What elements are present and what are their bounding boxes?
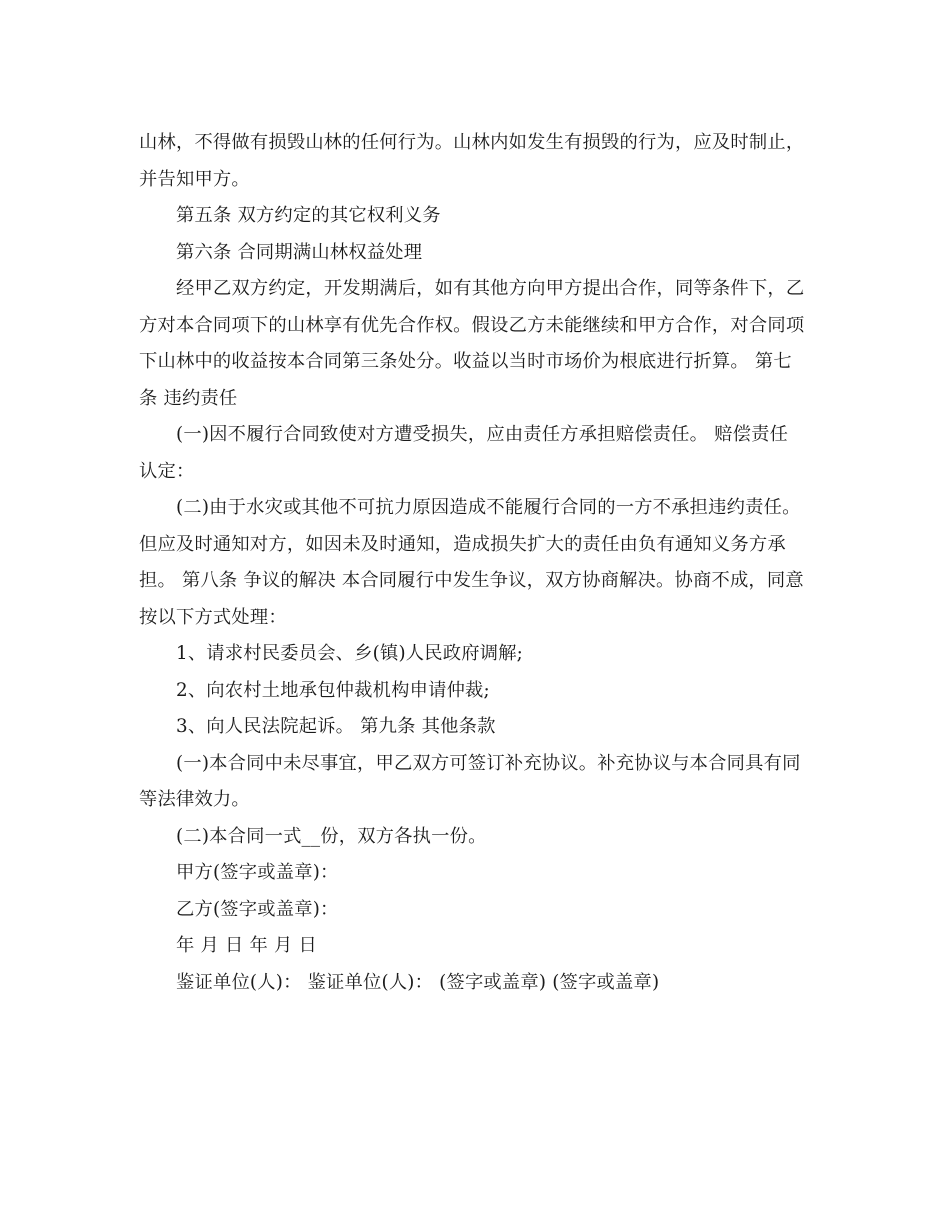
signature-line-party-a: 甲方(签字或盖章)：: [176, 862, 339, 883]
text-line: (一)因不履行合同致使对方遭受损失，应由责任方承担赔偿责任。 赔偿责任: [176, 424, 789, 445]
text-line: 条 违约责任: [139, 387, 238, 409]
list-item: 3、向人民法院起诉。 第九条 其他条款: [176, 716, 496, 737]
text-line: 但应及时通知对方，如因未及时通知，造成损失扩大的责任由负有通知义务方承: [139, 533, 786, 555]
list-item: 1、请求村民委员会、乡(镇)人民政府调解;: [176, 643, 524, 664]
list-item: 2、向农村土地承包仲裁机构申请仲裁;: [176, 679, 490, 701]
document-body: [139, 125, 814, 1001]
date-line: 年 月 日 年 月 日: [176, 935, 317, 956]
section-heading: 第六条 合同期满山林权益处理: [176, 241, 423, 263]
text-line: 方对本合同项下的山林享有优先合作权。假设乙方未能继续和甲方合作，对合同项: [139, 314, 805, 336]
text-line: (一)本合同中未尽事宜，甲乙双方可签订补充协议。补充协议与本合同具有同: [176, 752, 801, 774]
text-line: 山林，不得做有损毁山林的任何行为。山林内如发生有损毁的行为，应及时制止，: [139, 132, 805, 153]
text-line: 下山林中的收益按本合同第三条处分。收益以当时市场价为根底进行折算。 第七: [139, 351, 792, 372]
text-line: 认定：: [139, 460, 195, 482]
witness-line: 鉴证单位(人)： 鉴证单位(人)： (签字或盖章) (签字或盖章): [176, 971, 660, 993]
text-line: 等法律效力。: [139, 789, 250, 810]
text-line: 按以下方式处理：: [139, 606, 287, 628]
text-line: 担。 第八条 争议的解决 本合同履行中发生争议，双方协商解决。协商不成，同意: [139, 570, 804, 591]
text-line: (二)由于水灾或其他不可抗力原因造成不能履行合同的一方不承担违约责任。: [176, 497, 801, 518]
text-line: 并告知甲方。: [139, 168, 250, 190]
text-line: 经甲乙双方约定，开发期满后，如有其他方向甲方提出合作，同等条件下，乙: [176, 278, 805, 299]
section-heading: 第五条 双方约定的其它权利义务: [176, 205, 441, 226]
text-line: (二)本合同一式__份，双方各执一份。: [176, 825, 487, 847]
signature-line-party-b: 乙方(签字或盖章)：: [176, 898, 339, 920]
